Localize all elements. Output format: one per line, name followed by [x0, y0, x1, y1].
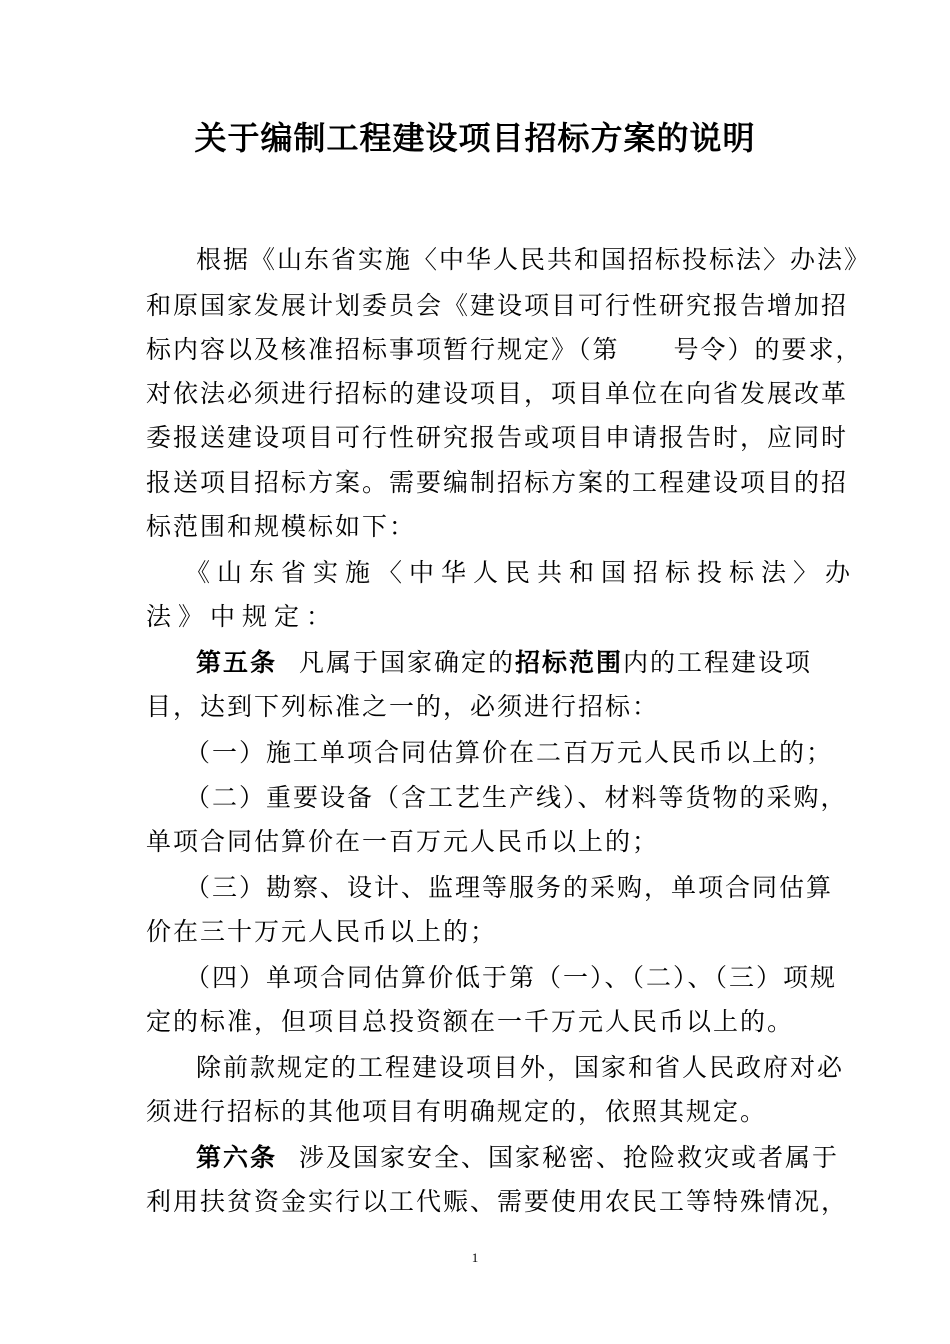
item-2-line-1: （二）重要设备（含工艺生产线）、材料等货物的采购，	[185, 783, 848, 812]
article-6-line-2: 利用扶贫资金实行以工代赈、需要使用农民工等特殊情况，	[146, 1187, 849, 1216]
article-5-line-2: 目，达到下列标准之一的，必须进行招标：	[146, 692, 660, 721]
article-6-line-1	[196, 1138, 839, 1178]
item-4-line-2: 定的标准，但项目总投资额在一千万元人民币以上的。	[146, 1007, 795, 1036]
exception-line-1: 除前款规定的工程建设项目外，国家和省人民政府对必	[196, 1053, 845, 1082]
item-1-line-1: （一）施工单项合同估算价在二百万元人民币以上的；	[185, 738, 834, 767]
intro-line-7: 标范围和规模标如下：	[146, 512, 417, 541]
intro-line-1: 根据《山东省实施〈中华人民共和国招标投标法〉办法》	[196, 245, 872, 274]
item-3-line-2: 价在三十万元人民币以上的；	[146, 917, 498, 946]
article-5-emphasis: 招标范围	[515, 648, 624, 677]
intro-line-4: 对依法必须进行招标的建设项目，项目单位在向省发展改革	[146, 379, 849, 408]
regulation-line-1: 《山东省实施〈中华人民共和国招标投标法〉办	[185, 558, 858, 587]
article-6-text: 涉及国家安全、国家秘密、抢险救灾或者属于	[299, 1143, 840, 1172]
exception-line-2: 须进行招标的其他项目有明确规定的，依照其规定。	[146, 1097, 768, 1126]
page-number: 1	[471, 1250, 479, 1265]
article-5-text-post: 内的工程建设项	[623, 648, 813, 677]
intro-line-6: 报送项目招标方案。需要编制招标方案的工程建设项目的招	[146, 468, 849, 497]
intro-line-2: 和原国家发展计划委员会《建设项目可行性研究报告增加招	[146, 291, 849, 320]
document-title: 关于编制工程建设项目招标方案的说明	[194, 119, 756, 157]
article-5-line-1	[196, 643, 812, 683]
item-3-line-1: （三）勘察、设计、监理等服务的采购，单项合同估算	[185, 873, 834, 902]
intro-line-3: 标内容以及核准招标事项暂行规定》（第 号令）的要求，	[146, 335, 863, 364]
regulation-line-2: 法》中规定：	[146, 602, 339, 631]
item-2-line-2: 单项合同估算价在一百万元人民币以上的；	[146, 827, 660, 856]
article-5-label: 第五条	[196, 648, 278, 677]
article-5-text-pre: 凡属于国家确定的	[299, 648, 516, 677]
intro-line-5: 委报送建设项目可行性研究报告或项目申请报告时，应同时	[146, 423, 849, 452]
article-6-label: 第六条	[196, 1143, 278, 1172]
item-4-line-1: （四）单项合同估算价低于第（一）、（二）、（三）项规	[185, 963, 838, 992]
